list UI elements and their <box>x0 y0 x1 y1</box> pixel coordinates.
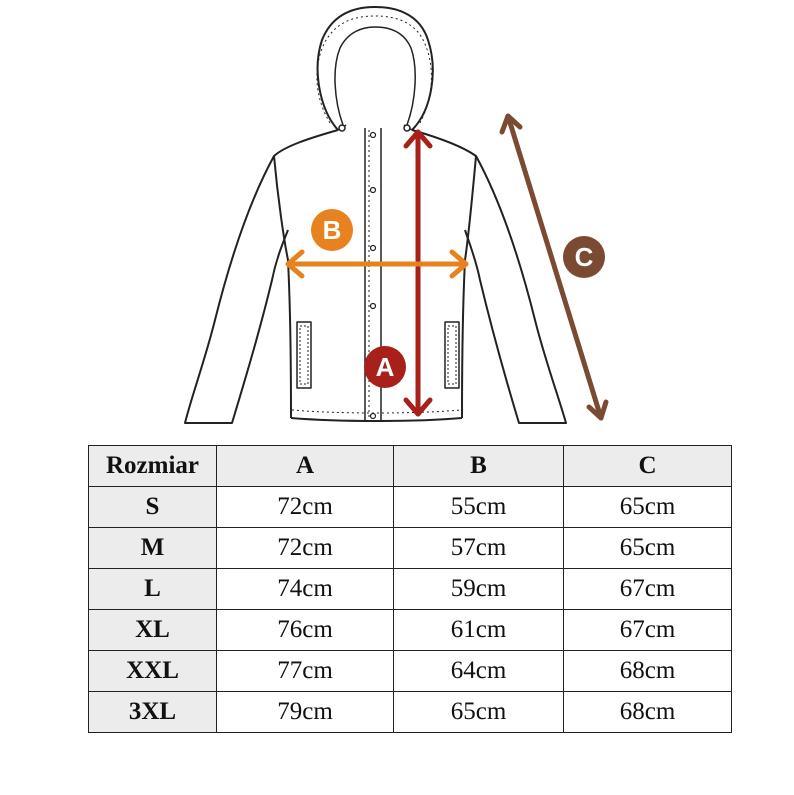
size-cell: 3XL <box>89 692 217 733</box>
table-row <box>89 692 732 733</box>
size-cell: XL <box>89 610 217 651</box>
size-cell: L <box>89 569 217 610</box>
table-row <box>89 569 732 610</box>
pocket-right <box>445 322 459 388</box>
marker-b-badge <box>311 209 353 251</box>
arrow-a-length <box>406 132 430 414</box>
value-b-cell: 57cm <box>394 528 564 569</box>
pocket-left <box>297 322 311 388</box>
body-left-side <box>274 156 291 418</box>
value-b-cell: 55cm <box>394 487 564 528</box>
header-a: A <box>217 446 394 487</box>
snap-button <box>371 133 376 138</box>
value-a-cell: 72cm <box>217 487 394 528</box>
header-c: C <box>564 446 732 487</box>
value-a-cell: 76cm <box>217 610 394 651</box>
header-b: B <box>394 446 564 487</box>
table-row <box>89 487 732 528</box>
table-row <box>89 610 732 651</box>
snap-button <box>371 304 376 309</box>
marker-c-label: C <box>574 242 594 272</box>
value-b-cell: 64cm <box>394 651 564 692</box>
value-a-cell: 72cm <box>217 528 394 569</box>
value-c-cell: 65cm <box>564 487 732 528</box>
body-right-side <box>462 156 476 418</box>
pocket-left-inner <box>300 326 308 384</box>
size-cell: M <box>89 528 217 569</box>
arrow-b-width <box>288 252 466 276</box>
table-header-row <box>89 446 732 487</box>
drawstring-toggle-left <box>339 125 345 131</box>
header-size: Rozmiar <box>89 446 217 487</box>
value-b-cell: 61cm <box>394 610 564 651</box>
size-chart-table <box>88 445 732 733</box>
left-sleeve <box>185 130 338 423</box>
snap-button <box>371 414 376 419</box>
pocket-right-inner <box>448 326 456 384</box>
value-c-cell: 68cm <box>564 651 732 692</box>
size-cell: XXL <box>89 651 217 692</box>
snap-button <box>371 246 376 251</box>
marker-b-label: B <box>322 215 342 245</box>
hem <box>291 418 462 421</box>
table-row <box>89 651 732 692</box>
marker-c-badge <box>563 236 605 278</box>
marker-a-badge <box>364 346 406 388</box>
size-cell: S <box>89 487 217 528</box>
value-b-cell: 59cm <box>394 569 564 610</box>
right-sleeve <box>412 130 566 423</box>
value-b-cell: 65cm <box>394 692 564 733</box>
value-c-cell: 65cm <box>564 528 732 569</box>
value-c-cell: 67cm <box>564 610 732 651</box>
value-a-cell: 74cm <box>217 569 394 610</box>
drawstring-toggle-right <box>404 125 410 131</box>
value-a-cell: 79cm <box>217 692 394 733</box>
table-row <box>89 528 732 569</box>
value-a-cell: 77cm <box>217 651 394 692</box>
snap-button <box>371 188 376 193</box>
marker-a-label: A <box>375 352 395 382</box>
value-c-cell: 67cm <box>564 569 732 610</box>
hem-stitch <box>292 410 461 413</box>
value-c-cell: 68cm <box>564 692 732 733</box>
